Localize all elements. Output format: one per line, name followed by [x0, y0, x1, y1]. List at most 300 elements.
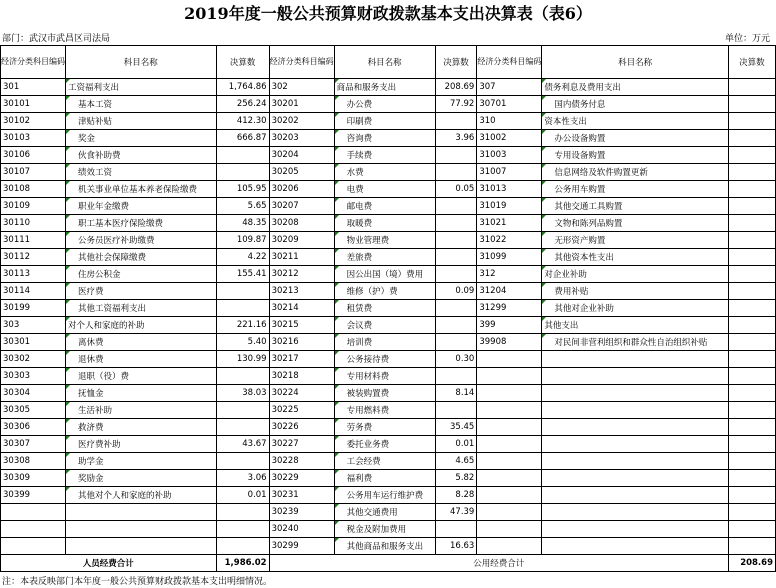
cell-name: 奖励金 — [66, 470, 217, 487]
table-row — [1, 130, 776, 147]
cell-amount — [728, 181, 775, 198]
cell-code: 30307 — [1, 436, 66, 453]
cell-code: 30308 — [1, 453, 66, 470]
cell-name: 职工基本医疗保险缴费 — [66, 215, 217, 232]
cell-name: 专用燃料费 — [334, 402, 435, 419]
cell-code: 30215 — [269, 317, 334, 334]
table-row — [1, 113, 776, 130]
cell-name: 债务利息及费用支出 — [542, 79, 728, 96]
cell-name: 租赁费 — [334, 300, 435, 317]
cell-amount: 0.09 — [435, 283, 477, 300]
cell-amount — [728, 453, 775, 470]
cell-name: 资本性支出 — [542, 113, 728, 130]
cell-code: 30701 — [477, 96, 542, 113]
cell-code — [1, 538, 66, 555]
cell-amount — [728, 538, 775, 555]
cell-name: 生活补助 — [66, 402, 217, 419]
cell-name: 退休费 — [66, 351, 217, 368]
cell-name — [542, 470, 728, 487]
public-total-label: 公用经费合计 — [269, 555, 728, 572]
cell-code: 307 — [477, 79, 542, 96]
cell-amount: 208.69 — [435, 79, 477, 96]
cell-name: 无形资产购置 — [542, 232, 728, 249]
cell-code: 30205 — [269, 164, 334, 181]
cell-code: 31019 — [477, 198, 542, 215]
table-row — [1, 317, 776, 334]
cell-code: 31002 — [477, 130, 542, 147]
cell-code — [1, 504, 66, 521]
cell-amount: 8.14 — [435, 385, 477, 402]
cell-name: 商品和服务支出 — [334, 79, 435, 96]
cell-code — [477, 470, 542, 487]
cell-code — [477, 402, 542, 419]
cell-amount: 48.35 — [216, 215, 269, 232]
cell-amount — [216, 283, 269, 300]
cell-code: 303 — [1, 317, 66, 334]
cell-amount — [728, 436, 775, 453]
cell-amount: 8.28 — [435, 487, 477, 504]
cell-amount: 35.45 — [435, 419, 477, 436]
cell-amount: 0.01 — [216, 487, 269, 504]
cell-name: 公务接待费 — [334, 351, 435, 368]
cell-code: 30216 — [269, 334, 334, 351]
cell-code — [477, 351, 542, 368]
cell-amount — [728, 300, 775, 317]
table-row — [1, 164, 776, 181]
cell-code: 30101 — [1, 96, 66, 113]
cell-amount — [435, 232, 477, 249]
cell-name: 其他商品和服务支出 — [334, 538, 435, 555]
cell-code: 30209 — [269, 232, 334, 249]
cell-amount — [435, 113, 477, 130]
cell-amount — [728, 385, 775, 402]
cell-code: 30108 — [1, 181, 66, 198]
cell-code: 30202 — [269, 113, 334, 130]
cell-amount — [728, 334, 775, 351]
cell-amount — [728, 164, 775, 181]
cell-amount: 666.87 — [216, 130, 269, 147]
cell-code: 30303 — [1, 368, 66, 385]
page-title: 2019年度一般公共预算财政拨款基本支出决算表（表6） — [184, 4, 592, 23]
cell-amount: 412.30 — [216, 113, 269, 130]
cell-amount — [435, 164, 477, 181]
cell-amount: 155.41 — [216, 266, 269, 283]
cell-code: 30399 — [1, 487, 66, 504]
cell-name: 医疗费 — [66, 283, 217, 300]
cell-name: 因公出国（境）费用 — [334, 266, 435, 283]
table-row — [1, 198, 776, 215]
table-row — [1, 521, 776, 538]
cell-amount: 4.65 — [435, 453, 477, 470]
cell-code: 30228 — [269, 453, 334, 470]
cell-name — [542, 453, 728, 470]
cell-name: 被装购置费 — [334, 385, 435, 402]
cell-name — [542, 504, 728, 521]
cell-name: 其他对个人和家庭的补助 — [66, 487, 217, 504]
cell-amount — [728, 266, 775, 283]
cell-code — [477, 487, 542, 504]
cell-name: 水费 — [334, 164, 435, 181]
cell-name: 差旅费 — [334, 249, 435, 266]
cell-code: 39908 — [477, 334, 542, 351]
cell-code: 30229 — [269, 470, 334, 487]
cell-amount — [216, 300, 269, 317]
cell-name: 培训费 — [334, 334, 435, 351]
cell-code: 30109 — [1, 198, 66, 215]
cell-code: 30302 — [1, 351, 66, 368]
cell-code: 30204 — [269, 147, 334, 164]
cell-code — [477, 368, 542, 385]
cell-code: 31013 — [477, 181, 542, 198]
cell-name: 其他对企业补助 — [542, 300, 728, 317]
cell-amount — [435, 334, 477, 351]
cell-name: 电费 — [334, 181, 435, 198]
cell-name: 基本工资 — [66, 96, 217, 113]
cell-name: 助学金 — [66, 453, 217, 470]
cell-amount — [216, 368, 269, 385]
cell-amount: 43.67 — [216, 436, 269, 453]
cell-name: 其他工资福利支出 — [66, 300, 217, 317]
cell-amount — [728, 317, 775, 334]
cell-code: 30227 — [269, 436, 334, 453]
cell-name — [542, 436, 728, 453]
cell-code: 30111 — [1, 232, 66, 249]
table-row — [1, 487, 776, 504]
table-row — [1, 215, 776, 232]
cell-code: 30299 — [269, 538, 334, 555]
cell-amount — [728, 249, 775, 266]
header-name: 科目名称 — [334, 46, 435, 79]
cell-code: 30106 — [1, 147, 66, 164]
cell-code: 30309 — [1, 470, 66, 487]
cell-code — [477, 419, 542, 436]
cell-name: 奖金 — [66, 130, 217, 147]
cell-code: 30212 — [269, 266, 334, 283]
cell-amount — [435, 317, 477, 334]
cell-amount — [728, 470, 775, 487]
cell-code: 30224 — [269, 385, 334, 402]
cell-code: 31021 — [477, 215, 542, 232]
cell-amount — [728, 130, 775, 147]
cell-code: 30305 — [1, 402, 66, 419]
cell-amount — [728, 79, 775, 96]
cell-amount — [435, 300, 477, 317]
cell-code: 30225 — [269, 402, 334, 419]
cell-code: 30107 — [1, 164, 66, 181]
cell-amount: 5.65 — [216, 198, 269, 215]
table-row — [1, 436, 776, 453]
cell-amount — [728, 96, 775, 113]
cell-name: 印刷费 — [334, 113, 435, 130]
cell-name: 物业管理费 — [334, 232, 435, 249]
table-row — [1, 453, 776, 470]
cell-name — [542, 385, 728, 402]
table-row — [1, 385, 776, 402]
cell-name: 退职（役）费 — [66, 368, 217, 385]
cell-amount: 3.06 — [216, 470, 269, 487]
table-row — [1, 249, 776, 266]
cell-code: 30112 — [1, 249, 66, 266]
cell-name: 其他交通费用 — [334, 504, 435, 521]
cell-name: 公务用车购置 — [542, 181, 728, 198]
cell-amount — [216, 538, 269, 555]
table-row — [1, 232, 776, 249]
cell-amount: 47.39 — [435, 504, 477, 521]
cell-amount — [216, 504, 269, 521]
cell-amount — [728, 521, 775, 538]
cell-name: 抚恤金 — [66, 385, 217, 402]
cell-name: 离休费 — [66, 334, 217, 351]
cell-amount: 16.63 — [435, 538, 477, 555]
cell-code — [1, 521, 66, 538]
cell-name: 对企业补助 — [542, 266, 728, 283]
cell-name — [542, 419, 728, 436]
cell-amount — [435, 249, 477, 266]
personnel-total-value: 1,986.02 — [216, 555, 269, 572]
table-row — [1, 368, 776, 385]
cell-amount — [728, 198, 775, 215]
table-row — [1, 351, 776, 368]
cell-amount: 4.22 — [216, 249, 269, 266]
cell-name: 手续费 — [334, 147, 435, 164]
table-row — [1, 538, 776, 555]
cell-name: 职业年金缴费 — [66, 198, 217, 215]
cell-amount: 3.96 — [435, 130, 477, 147]
cell-amount — [435, 147, 477, 164]
cell-name: 工会经费 — [334, 453, 435, 470]
cell-code: 30103 — [1, 130, 66, 147]
cell-amount: 256.24 — [216, 96, 269, 113]
cell-name: 其他资本性支出 — [542, 249, 728, 266]
cell-name: 其他支出 — [542, 317, 728, 334]
cell-amount: 1,764.86 — [216, 79, 269, 96]
table-row — [1, 181, 776, 198]
cell-name: 津贴补贴 — [66, 113, 217, 130]
cell-code: 30226 — [269, 419, 334, 436]
cell-code — [477, 385, 542, 402]
cell-amount — [728, 283, 775, 300]
cell-amount — [728, 487, 775, 504]
cell-name — [542, 538, 728, 555]
table-row — [1, 334, 776, 351]
cell-amount — [728, 351, 775, 368]
cell-code: 30113 — [1, 266, 66, 283]
cell-amount — [216, 402, 269, 419]
cell-amount — [435, 368, 477, 385]
cell-code: 30201 — [269, 96, 334, 113]
table-row — [1, 79, 776, 96]
cell-name: 对个人和家庭的补助 — [66, 317, 217, 334]
cell-code: 30231 — [269, 487, 334, 504]
totals-row — [1, 555, 776, 572]
cell-amount — [728, 504, 775, 521]
cell-name — [542, 368, 728, 385]
cell-amount — [728, 215, 775, 232]
cell-code — [477, 521, 542, 538]
table-header-row — [1, 46, 776, 79]
cell-name: 伙食补助费 — [66, 147, 217, 164]
cell-amount: 0.01 — [435, 436, 477, 453]
cell-name — [66, 538, 217, 555]
cell-name: 税金及附加费用 — [334, 521, 435, 538]
cell-code: 30306 — [1, 419, 66, 436]
cell-amount — [728, 402, 775, 419]
cell-name: 会议费 — [334, 317, 435, 334]
cell-name — [542, 402, 728, 419]
cell-amount — [728, 113, 775, 130]
cell-name: 邮电费 — [334, 198, 435, 215]
cell-name: 维修（护）费 — [334, 283, 435, 300]
cell-name: 对民间非营利组织和群众性自治组织补贴 — [542, 334, 728, 351]
cell-name: 委托业务费 — [334, 436, 435, 453]
cell-code: 30239 — [269, 504, 334, 521]
cell-name: 文物和陈列品购置 — [542, 215, 728, 232]
cell-code: 30102 — [1, 113, 66, 130]
cell-code: 31299 — [477, 300, 542, 317]
cell-name: 公务用车运行维护费 — [334, 487, 435, 504]
header-code: 经济分类科目编码 — [269, 46, 334, 79]
table-row — [1, 96, 776, 113]
personnel-total-label: 人员经费合计 — [1, 555, 217, 572]
cell-code: 31099 — [477, 249, 542, 266]
cell-name: 医疗费补助 — [66, 436, 217, 453]
cell-code — [477, 538, 542, 555]
department-label: 部门：武汉市武昌区司法局 — [2, 34, 111, 44]
public-total-value: 208.69 — [728, 555, 775, 572]
cell-code: 30301 — [1, 334, 66, 351]
cell-name: 工资福利支出 — [66, 79, 217, 96]
footnote: 注：本表反映部门本年度一般公共预算财政拨款基本支出明细情况。 — [2, 577, 273, 587]
cell-name — [542, 521, 728, 538]
cell-amount: 221.16 — [216, 317, 269, 334]
cell-amount: 109.87 — [216, 232, 269, 249]
cell-amount — [728, 147, 775, 164]
cell-name: 住房公积金 — [66, 266, 217, 283]
cell-amount — [728, 232, 775, 249]
cell-code — [477, 436, 542, 453]
cell-amount — [216, 453, 269, 470]
header-amount: 决算数 — [728, 46, 775, 79]
cell-name — [542, 487, 728, 504]
cell-amount — [216, 147, 269, 164]
cell-code: 30114 — [1, 283, 66, 300]
cell-code: 301 — [1, 79, 66, 96]
cell-code: 30214 — [269, 300, 334, 317]
cell-amount — [435, 402, 477, 419]
unit-label: 单位：万元 — [724, 34, 770, 44]
cell-name — [66, 521, 217, 538]
cell-amount: 77.92 — [435, 96, 477, 113]
table-row — [1, 470, 776, 487]
cell-name: 机关事业单位基本养老保险缴费 — [66, 181, 217, 198]
cell-amount — [216, 521, 269, 538]
cell-amount: 130.99 — [216, 351, 269, 368]
cell-code: 30304 — [1, 385, 66, 402]
cell-amount — [435, 198, 477, 215]
cell-name — [542, 351, 728, 368]
cell-name: 办公费 — [334, 96, 435, 113]
cell-amount: 5.40 — [216, 334, 269, 351]
cell-code: 310 — [477, 113, 542, 130]
cell-name: 其他社会保障缴费 — [66, 249, 217, 266]
cell-code: 30211 — [269, 249, 334, 266]
cell-code: 30110 — [1, 215, 66, 232]
cell-code: 30217 — [269, 351, 334, 368]
table-row — [1, 504, 776, 521]
expenditure-table — [0, 45, 776, 572]
table-caption-line — [0, 30, 776, 44]
cell-code: 31204 — [477, 283, 542, 300]
cell-code: 30199 — [1, 300, 66, 317]
table-row — [1, 402, 776, 419]
cell-name: 取暖费 — [334, 215, 435, 232]
header-name: 科目名称 — [542, 46, 728, 79]
cell-amount: 0.05 — [435, 181, 477, 198]
cell-code: 30208 — [269, 215, 334, 232]
table-row — [1, 300, 776, 317]
cell-amount — [728, 419, 775, 436]
table-row — [1, 147, 776, 164]
cell-name: 其他交通工具购置 — [542, 198, 728, 215]
cell-amount — [728, 368, 775, 385]
cell-code: 399 — [477, 317, 542, 334]
header-amount: 决算数 — [216, 46, 269, 79]
cell-amount — [216, 419, 269, 436]
header-code: 经济分类科目编码 — [1, 46, 66, 79]
cell-code: 302 — [269, 79, 334, 96]
cell-name: 专用设备购置 — [542, 147, 728, 164]
cell-code: 30206 — [269, 181, 334, 198]
cell-name: 专用材料费 — [334, 368, 435, 385]
cell-amount: 38.03 — [216, 385, 269, 402]
cell-name — [66, 504, 217, 521]
cell-code: 312 — [477, 266, 542, 283]
cell-name: 劳务费 — [334, 419, 435, 436]
cell-code: 31022 — [477, 232, 542, 249]
cell-name: 费用补贴 — [542, 283, 728, 300]
cell-name: 绩效工资 — [66, 164, 217, 181]
table-row — [1, 419, 776, 436]
cell-code: 31003 — [477, 147, 542, 164]
header-name: 科目名称 — [66, 46, 217, 79]
cell-name: 救济费 — [66, 419, 217, 436]
cell-amount: 0.30 — [435, 351, 477, 368]
cell-name: 办公设备购置 — [542, 130, 728, 147]
cell-code — [477, 504, 542, 521]
cell-name: 福利费 — [334, 470, 435, 487]
cell-code: 31007 — [477, 164, 542, 181]
cell-name: 国内债务付息 — [542, 96, 728, 113]
cell-amount: 5.82 — [435, 470, 477, 487]
table-row — [1, 266, 776, 283]
cell-code: 30207 — [269, 198, 334, 215]
cell-code: 30240 — [269, 521, 334, 538]
cell-code — [477, 453, 542, 470]
cell-amount — [435, 266, 477, 283]
cell-code: 30203 — [269, 130, 334, 147]
header-amount: 决算数 — [435, 46, 477, 79]
table-row — [1, 283, 776, 300]
cell-amount — [435, 521, 477, 538]
cell-code: 30213 — [269, 283, 334, 300]
cell-name: 公务员医疗补助缴费 — [66, 232, 217, 249]
cell-code: 30218 — [269, 368, 334, 385]
cell-name: 信息网络及软件购置更新 — [542, 164, 728, 181]
cell-amount — [435, 215, 477, 232]
cell-amount — [216, 164, 269, 181]
header-code: 经济分类科目编码 — [477, 46, 542, 79]
cell-name: 咨询费 — [334, 130, 435, 147]
